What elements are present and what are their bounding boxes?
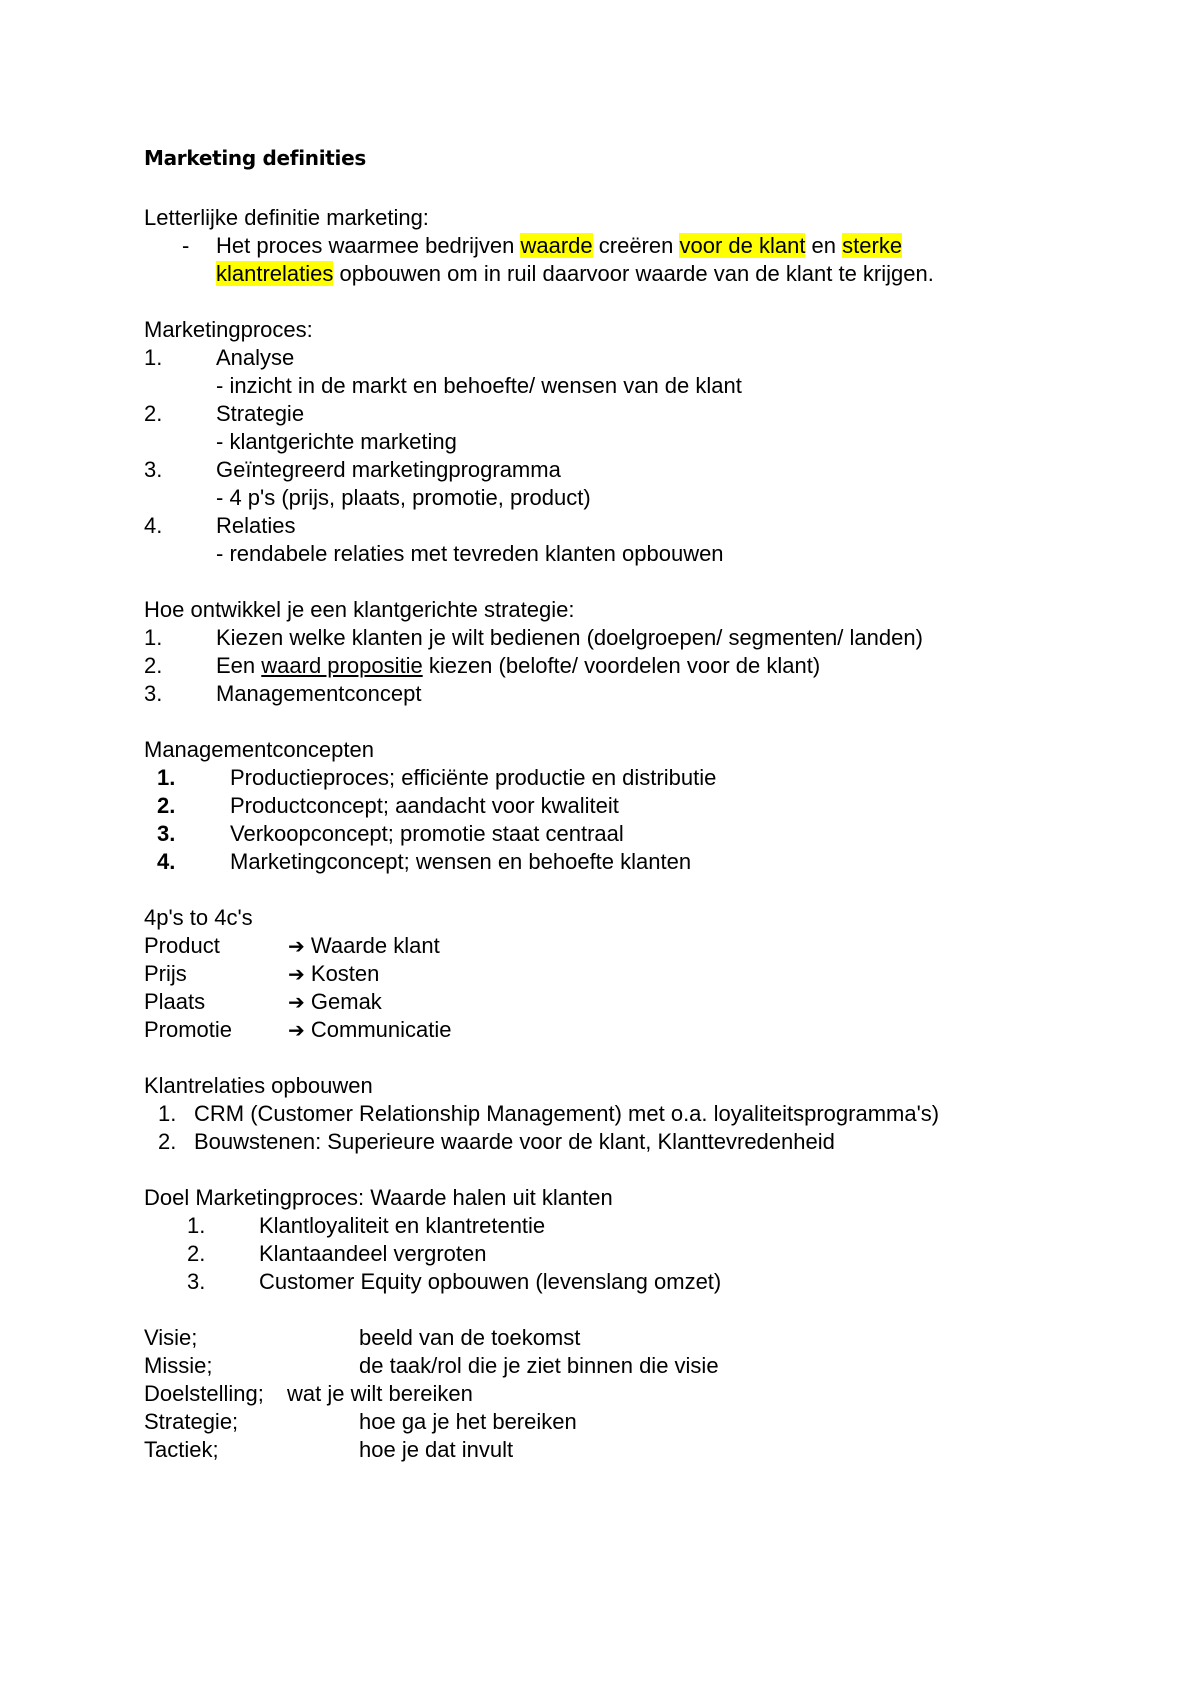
c-term <box>288 932 440 960</box>
list-subitem: - rendabele relaties met tevreden klanten opbouwen <box>216 541 724 566</box>
c-label: Communicatie <box>310 1017 452 1042</box>
list-item: Relaties <box>216 513 296 538</box>
list-number: 3. <box>187 1269 206 1294</box>
definition-line-1 <box>216 232 902 260</box>
list-number: 3. <box>157 821 176 846</box>
list-item: Klantaandeel vergroten <box>259 1241 487 1266</box>
term-definition: wat je wilt bereiken <box>287 1381 473 1406</box>
p-term: Product <box>144 933 220 958</box>
list-subitem: - inzicht in de markt en behoefte/ wensen van de klant <box>216 373 742 398</box>
list-subitem: - 4 p's (prijs, plaats, promotie, product) <box>216 485 591 510</box>
list-item: Productconcept; aandacht voor kwaliteit <box>230 793 619 818</box>
text-segment: Een <box>216 653 262 678</box>
term-label: Visie; <box>144 1325 198 1350</box>
list-item: Geïntegreerd marketingprogramma <box>216 457 561 482</box>
term-definition: hoe ga je het bereiken <box>359 1409 577 1434</box>
list-number: 1. <box>187 1213 206 1238</box>
list-bullet: - <box>182 233 190 258</box>
text-segment: Het proces waarmee bedrijven <box>216 233 521 258</box>
term-definition: de taak/rol die je ziet binnen die visie <box>359 1353 719 1378</box>
highlight-waarde: waarde <box>520 233 593 258</box>
list-item: Analyse <box>216 345 295 370</box>
p-term: Promotie <box>144 1017 233 1042</box>
term-label: Strategie; <box>144 1409 239 1434</box>
proces-heading: Marketingproces: <box>144 317 313 342</box>
list-subitem: - klantgerichte marketing <box>216 429 457 454</box>
p-term: Prijs <box>144 961 187 986</box>
arrow-right-icon: ➔ <box>288 962 305 986</box>
highlight-voor-de-klant: voor de klant <box>679 233 806 258</box>
text-segment: creëren <box>592 233 680 258</box>
list-number: 2. <box>158 1129 177 1154</box>
c-label: Kosten <box>310 961 380 986</box>
list-item <box>216 652 820 680</box>
underlined-term: waard propositie <box>261 653 423 678</box>
strategie-heading: Hoe ontwikkel je een klantgerichte strategie: <box>144 597 575 622</box>
highlight-klantrelaties: klantrelaties <box>216 261 334 286</box>
list-number: 2. <box>144 401 163 426</box>
term-definition: beeld van de toekomst <box>359 1325 581 1350</box>
arrow-right-icon: ➔ <box>288 990 305 1014</box>
c-label: Waarde klant <box>310 933 440 958</box>
highlight-sterke: sterke <box>842 233 903 258</box>
list-number: 1. <box>144 625 163 650</box>
list-number: 2. <box>144 653 163 678</box>
list-item: Strategie <box>216 401 305 426</box>
list-item: Bouwstenen: Superieure waarde voor de klant, Klanttevredenheid <box>194 1129 835 1154</box>
text-segment: kiezen (belofte/ voordelen voor de klant) <box>422 653 821 678</box>
definition-line-2 <box>216 260 934 288</box>
term-label: Doelstelling; <box>144 1381 264 1406</box>
list-number: 2. <box>187 1241 206 1266</box>
list-number: 4. <box>144 513 163 538</box>
term-definition: hoe je dat invult <box>359 1437 514 1462</box>
c-term <box>288 960 379 988</box>
list-item: Verkoopconcept; promotie staat centraal <box>230 821 624 846</box>
list-number: 1. <box>144 345 163 370</box>
list-item: Customer Equity opbouwen (levenslang omzet) <box>259 1269 722 1294</box>
list-number: 2. <box>157 793 176 818</box>
c-term <box>288 1016 452 1044</box>
text-segment: en <box>805 233 843 258</box>
arrow-right-icon: ➔ <box>288 934 305 958</box>
arrow-right-icon: ➔ <box>288 1018 305 1042</box>
list-number: 3. <box>144 457 163 482</box>
list-number: 1. <box>157 765 176 790</box>
list-item: Productieproces; efficiënte productie en distributie <box>230 765 717 790</box>
p-term: Plaats <box>144 989 206 1014</box>
list-number: 1. <box>158 1101 177 1126</box>
letterlijk-heading: Letterlijke definitie marketing: <box>144 205 429 230</box>
c-term <box>288 988 382 1016</box>
page-title: Marketing definities <box>144 146 366 170</box>
concepten-heading: Managementconcepten <box>144 737 374 762</box>
list-item: Managementconcept <box>216 681 422 706</box>
term-label: Tactiek; <box>144 1437 219 1462</box>
ps-heading: 4p's to 4c's <box>144 905 253 930</box>
c-label: Gemak <box>310 989 382 1014</box>
list-number: 3. <box>144 681 163 706</box>
list-item: Klantloyaliteit en klantretentie <box>259 1213 546 1238</box>
list-item: Marketingconcept; wensen en behoefte klanten <box>230 849 692 874</box>
list-number: 4. <box>157 849 176 874</box>
text-segment: opbouwen om in ruil daarvoor waarde van de klant te krijgen. <box>333 261 934 286</box>
klantrelaties-heading: Klantrelaties opbouwen <box>144 1073 373 1098</box>
term-label: Missie; <box>144 1353 213 1378</box>
doel-heading: Doel Marketingproces: Waarde halen uit klanten <box>144 1185 613 1210</box>
list-item: Kiezen welke klanten je wilt bedienen (doelgroepen/ segmenten/ landen) <box>216 625 923 650</box>
list-item: CRM (Customer Relationship Management) met o.a. loyaliteitsprogramma's) <box>194 1101 940 1126</box>
